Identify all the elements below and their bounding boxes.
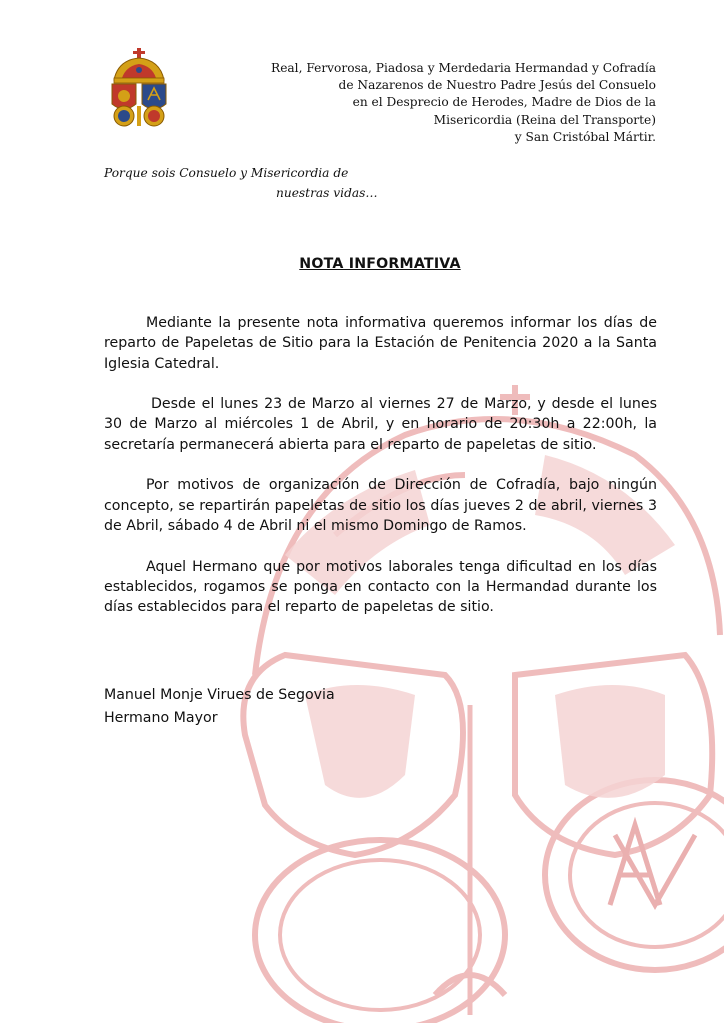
header-line: en el Desprecio de Herodes, Madre de Dios de la — [352, 95, 656, 110]
signature-name: Manuel Monje Virues de Segovia — [104, 687, 335, 703]
header-line: de Nazarenos de Nuestro Padre Jesús del Consuelo — [338, 78, 656, 93]
document-body — [104, 313, 657, 638]
body-paragraph: Por motivos de organización de Dirección de Cofradía, bajo ningún concepto, se repartirán papeletas de sitio los días jueves 2 de abril, viernes 3 de Abril, sábado 4 de Abril ni el mismo Domingo de Ramos. — [104, 477, 657, 534]
motto — [104, 163, 378, 203]
document-title: NOTA INFORMATIVA — [299, 256, 461, 272]
body-paragraph: Mediante la presente nota informativa queremos informar los días de reparto de Papeletas de Sitio para la Estación de Penitencia 2020 a la Santa Iglesia Catedral. — [104, 315, 657, 372]
watermark-right-shield-fill — [555, 685, 665, 798]
signature-block — [104, 684, 335, 730]
motto-line-2: nuestras vidas… — [276, 186, 378, 200]
header-line: y San Cristóbal Mártir. — [514, 129, 656, 144]
crest-icon — [108, 48, 170, 128]
motto-line-1: Porque sois Consuelo y Misericordia de — [104, 166, 349, 180]
signature-role: Hermano Mayor — [104, 710, 218, 726]
body-paragraph: Desde el lunes 23 de Marzo al viernes 27 de Marzo, y desde el lunes 30 de Marzo al miércoles 1 de Abril, y en horario de 20:30h a 22:00h, la secretaría permanecerá abierta para el reparto de papeletas de sitio. — [104, 396, 657, 453]
brotherhood-header — [236, 60, 656, 146]
header-line: Real, Fervorosa, Piadosa y Merdedaria Hermandad y Cofradía — [271, 61, 656, 75]
body-paragraph: Aquel Hermano que por motivos laborales tenga dificultad en los días establecidos, rogamos se ponga en contacto con la Hermandad durante los días establecidos para el reparto de papeletas de sitio. — [104, 558, 657, 616]
header-line: Misericordia (Reina del Transporte) — [433, 112, 656, 127]
